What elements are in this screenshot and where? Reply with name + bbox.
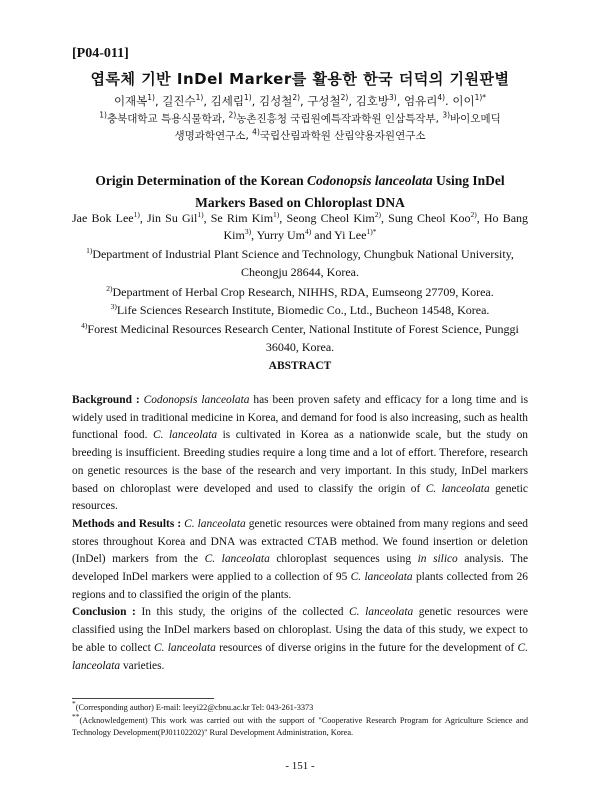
english-title: Origin Determination of the Korean Codonopsis lanceolata Using InDel Markers Based on Chloroplast DNA	[95, 173, 505, 210]
korean-affiliations	[70, 111, 530, 145]
korean-author: 엄유리$^{4)}$.	[404, 93, 453, 108]
korean-author: 김성철$^{2)}$,	[258, 93, 308, 108]
poster-code: [P04-011]	[72, 46, 129, 61]
korean-author: 김세림$^{1)}$,	[210, 93, 259, 108]
methods-paragraph: Methods and Results : C. lanceolata genetic resources were obtained from many regions and seed stores throughout Korea and DNA was extracted CTAB method. We found insertion or deletion (InDel) markers from the C. lanceolata chloroplast sequences using in silico analysis. The developed InDel markers were applied to a collection of 95 C. lanceolata plants collected from 26 regions and to classified the origin of the plants.	[72, 517, 529, 601]
english-author: Ho Bang Kim$^{3)}$,	[223, 211, 529, 242]
abstract-body	[72, 392, 528, 675]
english-affiliation-3: $^{3)}$Life Sciences Research Institute, Biomedic Co., Ltd., Bucheon 14548, Korea.	[110, 302, 490, 317]
korean-author: 김호방$^{3)}$,	[355, 93, 405, 108]
korean-author: 이이$^{1)*}$	[452, 93, 487, 108]
conclusion-paragraph: Conclusion : In this study, the origins of the collected C. lanceolata genetic resources were classified using the InDel markers based on chloroplast. Using the data of this study, we expect to be able to collect C. lanceolata resources of diverse origins in the future for the development of C. lanceolata varieties.	[72, 606, 529, 672]
english-author: Jae Bok Lee$^{1)}$,	[72, 210, 148, 225]
korean-author: 구성철$^{2)}$,	[307, 93, 356, 108]
korean-authors	[0, 93, 600, 109]
english-author: Jin Su Gil$^{1)}$,	[147, 210, 211, 225]
korean-author: 길진수$^{1)}$,	[162, 93, 211, 108]
english-author: Sung Cheol Koo$^{2)}$,	[388, 210, 484, 225]
english-affiliation-2: $^{2)}$Department of Herbal Crop Research, NIHHS, RDA, Eumseong 27709, Korea.	[106, 284, 494, 299]
korean-title: 엽록체 기반 InDel Marker를 활용한 한국 더덕의 기원판별	[90, 70, 510, 88]
corresponding-author-footnote: *(Corresponding author) E-mail: leeyi22@cbnu.ac.kr Tel: 043-261-3373	[72, 699, 314, 712]
korean-affiliation-line: 생명과학연구소, $^{4)}$국립산림과학원 산림약용자원연구소	[174, 127, 426, 142]
acknowledgement-footnote: **(Acknowledgement) This work was carried out with the support of "Cooperative Research Program for Agriculture Science and Technology Development(PJ01102202)" Rural Development Administration, Korea.	[72, 712, 528, 737]
korean-affiliation-line: $^{1)}$충북대학교 특용식물학과, $^{2)}$농촌진흥청 국립원예특작과학원 인삼특작부, $^{3)}$바이오메딕	[99, 110, 501, 125]
english-author: Yi Lee$^{1)*}$	[334, 227, 377, 242]
english-author: Yurry Um$^{4)}$	[256, 227, 312, 242]
english-authors: Jae Bok Lee$^{1)}$, Jin Su Gil$^{1)}$, Se Rim Kim$^{1)}$, Seong Cheol Kim$^{2)}$, Sung Cheol Koo$^{2)}$, Ho Bang Kim$^{3)}$, Yurry Um$^{4)}$ and Yi Lee$^{1)*}$	[72, 210, 529, 242]
background-paragraph: Background : Codonopsis lanceolata has been proven safety and efficacy for a long time and is widely used in traditional medicine in Korea, and demand for food is also increasing, such as health functional food. C. lanceolata is cultivated in Korea as a nationwide scale, but the study on breeding is insufficient. Breeding studies require a long time and a lot of effort. Therefore, research on genetic resources is the base of the research and very important. In this study, InDel markers based on chloroplast were developed and used to classify the origin of C. lanceolata genetic resources.	[72, 394, 529, 513]
korean-author: 이재복$^{1)}$,	[113, 93, 163, 108]
english-author: Seong Cheol Kim$^{2)}$,	[286, 210, 389, 225]
page-number: - 151 -	[285, 760, 315, 772]
english-affiliation-4: $^{4)}$Forest Medicinal Resources Research Center, National Institute of Forest Science, Punggi 36040, Korea.	[81, 321, 519, 354]
english-author: Se Rim Kim$^{1)}$,	[210, 210, 287, 225]
abstract-heading: ABSTRACT	[268, 360, 332, 372]
footnote-divider	[72, 698, 214, 699]
english-affiliation-1: $^{1)}$Department of Industrial Plant Science and Technology, Chungbuk National University, Cheongju 28644, Korea.	[86, 246, 514, 279]
